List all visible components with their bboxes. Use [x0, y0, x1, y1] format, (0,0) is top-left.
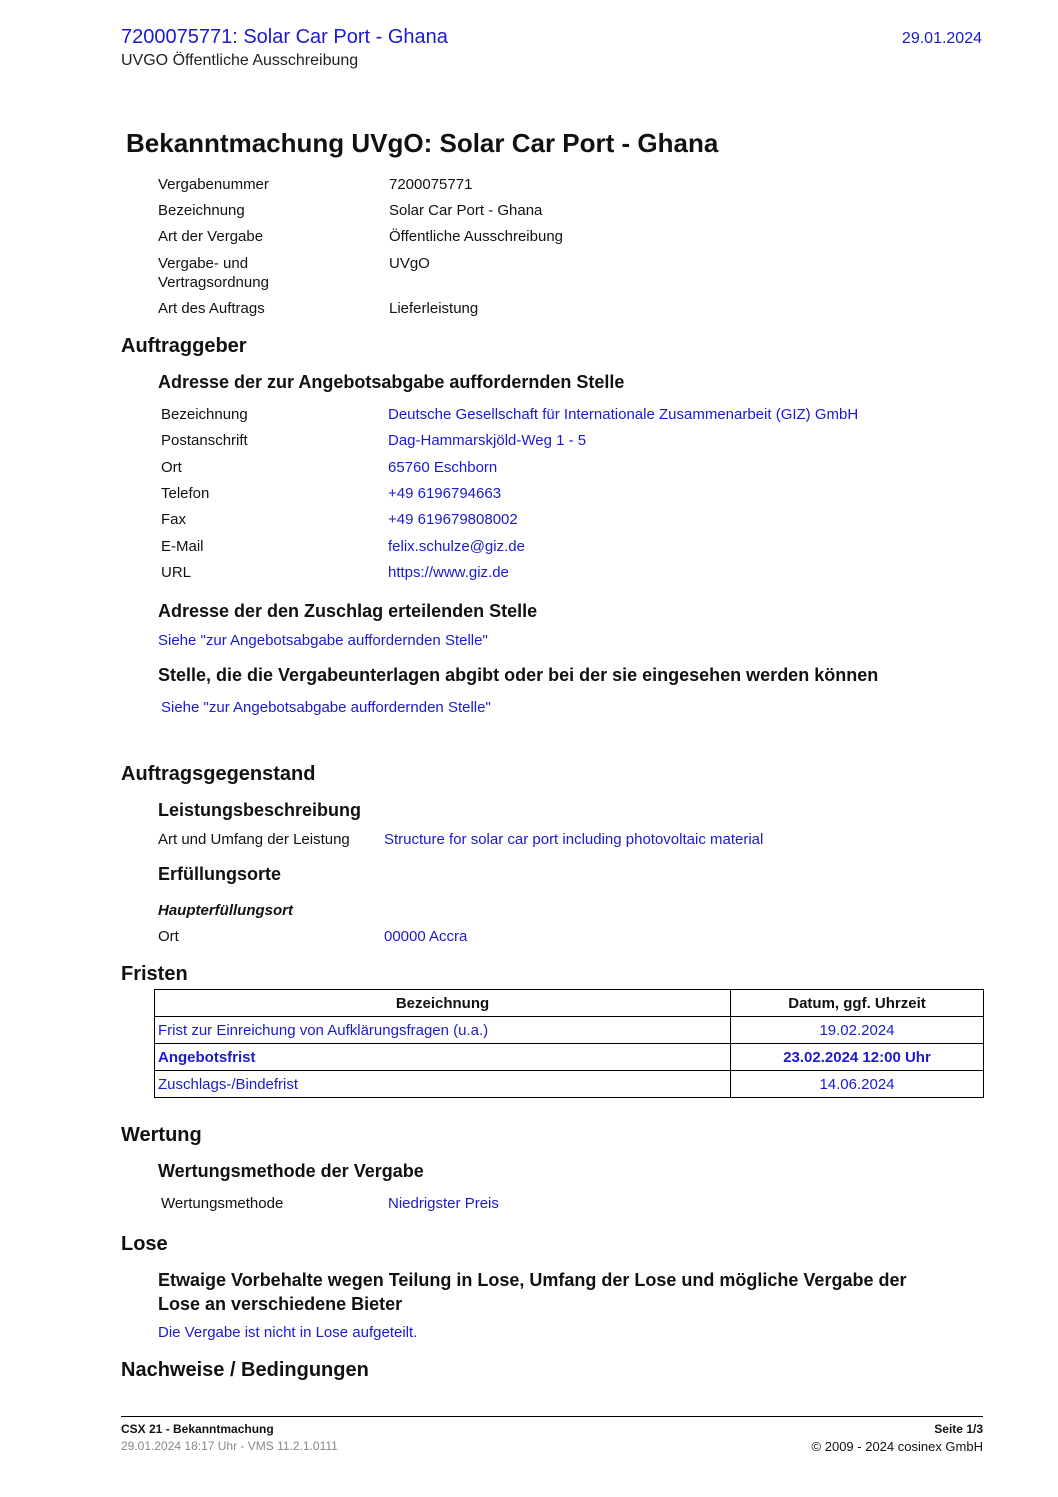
address-label: URL	[161, 564, 192, 581]
footer-page-number: Seite 1/3	[934, 1422, 983, 1436]
address-label: Fax	[161, 511, 187, 528]
subheading-wertungsmethode: Wertungsmethode der Vergabe	[158, 1161, 424, 1181]
overview-label-line2: Vertragsordnung	[158, 274, 269, 291]
url-link[interactable]: https://www.giz.de	[388, 564, 509, 581]
address-label: E-Mail	[161, 538, 204, 555]
address-label: Telefon	[161, 485, 210, 502]
unterlagen-reference: Siehe "zur Angebotsabgabe auffordernden Stelle"	[161, 699, 491, 716]
footer-divider	[121, 1416, 983, 1417]
wertungsmethode-label: Wertungsmethode	[161, 1195, 284, 1212]
fristen-header-row	[155, 990, 984, 1017]
table-row	[155, 1017, 984, 1044]
overview-row	[158, 176, 269, 193]
frist-name: Angebotsfrist	[155, 1044, 731, 1071]
footer-meta: 29.01.2024 18:17 Uhr - VMS 11.2.1.0111	[121, 1439, 338, 1453]
document-title: Bekanntmachung UVgO: Solar Car Port - Ghana	[126, 128, 719, 158]
header-title: 7200075771: Solar Car Port - Ghana	[121, 26, 448, 48]
overview-label: Art des Auftrags	[158, 300, 265, 317]
subheading-leistung: Leistungsbeschreibung	[158, 800, 362, 820]
address-value-fax: +49 619679808002	[388, 511, 518, 528]
footer-copyright: © 2009 - 2024 cosinex GmbH	[811, 1439, 983, 1454]
frist-name: Frist zur Einreichung von Aufklärungsfragen (u.a.)	[155, 1017, 731, 1044]
column-header-datum: Datum, ggf. Uhrzeit	[731, 990, 984, 1017]
overview-label: Vergabe- und	[158, 255, 249, 272]
overview-label: Vergabenummer	[158, 176, 269, 193]
overview-label: Art der Vergabe	[158, 228, 264, 245]
footer-title: CSX 21 - Bekanntmachung	[121, 1422, 274, 1436]
subheading-erfuellungsorte: Erfüllungsorte	[158, 864, 282, 884]
ort-label: Ort	[158, 928, 179, 945]
subheading-lose-line1: Etwaige Vorbehalte wegen Teilung in Lose, Umfang der Lose und mögliche Vergabe der	[158, 1270, 907, 1290]
address-label: Ort	[161, 459, 182, 476]
column-header-bezeichnung: Bezeichnung	[155, 990, 731, 1017]
frist-name: Zuschlags-/Bindefrist	[155, 1071, 731, 1098]
section-heading-auftraggeber: Auftraggeber	[121, 335, 247, 357]
frist-date: 19.02.2024	[731, 1017, 984, 1044]
address-label: Bezeichnung	[161, 406, 248, 423]
frist-date: 23.02.2024 12:00 Uhr	[731, 1044, 984, 1071]
fristen-table	[154, 989, 984, 1098]
overview-value: Lieferleistung	[389, 300, 479, 317]
address-label: Postanschrift	[161, 432, 248, 449]
overview-value: Solar Car Port - Ghana	[389, 202, 543, 219]
section-heading-nachweise: Nachweise / Bedingungen	[121, 1359, 369, 1381]
section-heading-wertung: Wertung	[121, 1124, 202, 1146]
address-value-ort: 65760 Eschborn	[388, 459, 498, 476]
address-value-postanschrift: Dag-Hammarskjöld-Weg 1 - 5	[388, 432, 587, 449]
table-row	[155, 1044, 984, 1071]
address-value-bezeichnung: Deutsche Gesellschaft für Internationale Zusammenarbeit (GIZ) GmbH	[388, 406, 859, 423]
haupterfuellungsort-label: Haupterfüllungsort	[158, 902, 293, 919]
header-subtitle: UVGO Öffentliche Ausschreibung	[121, 52, 359, 69]
leistung-label: Art und Umfang der Leistung	[158, 831, 350, 848]
address-value-telefon[interactable]: +49 6196794663	[388, 485, 502, 502]
zuschlag-reference: Siehe "zur Angebotsabgabe auffordernden Stelle"	[158, 632, 488, 649]
table-row	[155, 1071, 984, 1098]
subheading-address: Adresse der zur Angebotsabgabe auffordernden Stelle	[158, 372, 625, 392]
lose-text: Die Vergabe ist nicht in Lose aufgeteilt.	[158, 1324, 418, 1341]
header-date: 29.01.2024	[901, 30, 982, 47]
overview-value: 7200075771	[389, 176, 473, 193]
overview-label: Bezeichnung	[158, 202, 245, 219]
subheading-unterlagen: Stelle, die die Vergabeunterlagen abgibt oder bei der sie eingesehen werden können	[158, 665, 879, 685]
frist-date: 14.06.2024	[731, 1071, 984, 1098]
leistung-value: Structure for solar car port including photovoltaic material	[384, 831, 764, 848]
wertungsmethode-value: Niedrigster Preis	[388, 1195, 499, 1212]
overview-value: Öffentliche Ausschreibung	[389, 228, 564, 245]
overview-value: UVgO	[389, 255, 430, 272]
email-link[interactable]: felix.schulze@giz.de	[388, 538, 525, 555]
subheading-zuschlag: Adresse der den Zuschlag erteilenden Stelle	[158, 601, 538, 621]
section-heading-fristen: Fristen	[121, 963, 188, 985]
ort-value: 00000 Accra	[384, 928, 468, 945]
section-heading-auftragsgegenstand: Auftragsgegenstand	[121, 763, 316, 785]
subheading-lose-line2: Lose an verschiedene Bieter	[158, 1294, 403, 1314]
section-heading-lose: Lose	[121, 1233, 168, 1255]
